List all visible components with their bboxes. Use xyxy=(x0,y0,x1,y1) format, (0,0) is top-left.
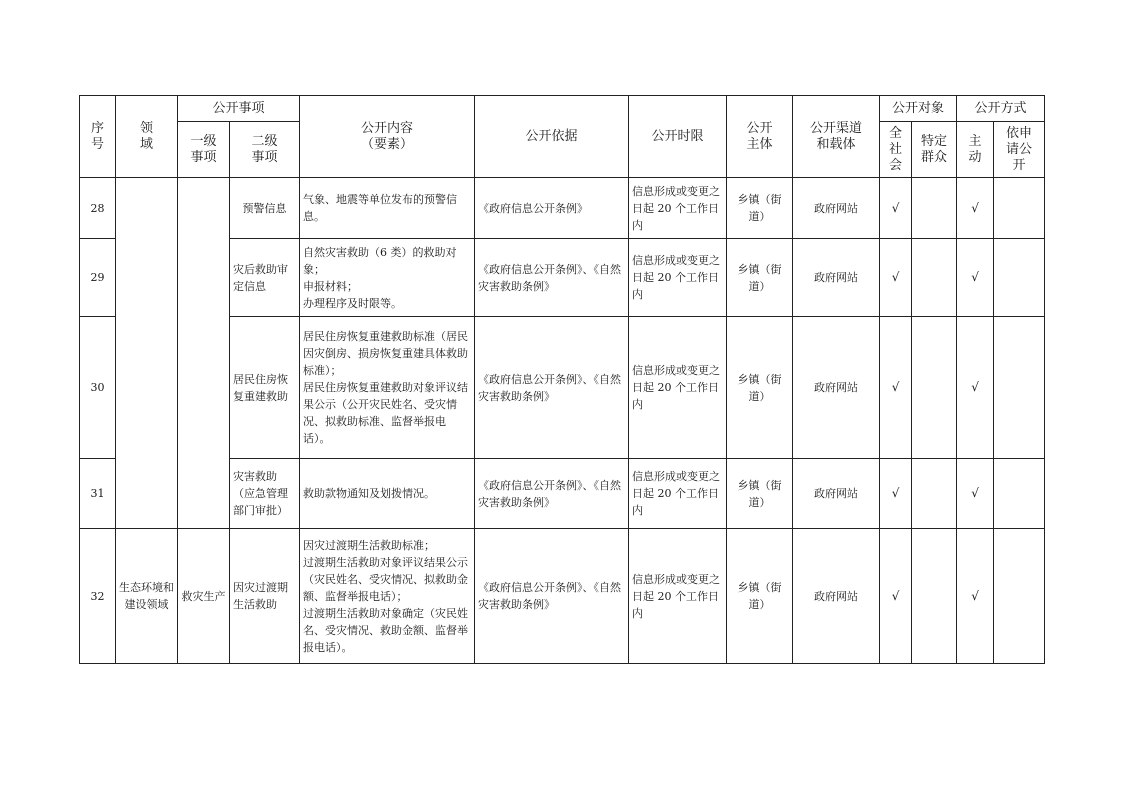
cell-basis: 《政府信息公开条例》、《自然灾害救助条例》 xyxy=(475,459,629,529)
cell-time-limit: 信息形成或变更之日起 20 个工作日内 xyxy=(629,529,727,664)
cell-seq: 29 xyxy=(80,239,116,317)
header-level2: 二级 事项 xyxy=(230,122,300,178)
cell-time-limit: 信息形成或变更之日起 20 个工作日内 xyxy=(629,459,727,529)
cell-subject: 乡镇（街道） xyxy=(727,239,793,317)
cell-content: 自然灾害救助（6 类）的救助对象； 申报材料； 办理程序及时限等。 xyxy=(300,239,475,317)
cell-channel: 政府网站 xyxy=(793,459,880,529)
cell-specific-group xyxy=(912,529,957,664)
cell-channel: 政府网站 xyxy=(793,317,880,459)
cell-subject: 乡镇（街道） xyxy=(727,459,793,529)
cell-domain: 生态环境和建设领域 xyxy=(116,529,178,664)
cell-domain-empty xyxy=(116,178,178,529)
cell-channel: 政府网站 xyxy=(793,178,880,239)
cell-time-limit: 信息形成或变更之日起 20 个工作日内 xyxy=(629,178,727,239)
cell-time-limit: 信息形成或变更之日起 20 个工作日内 xyxy=(629,239,727,317)
disclosure-table xyxy=(79,95,1045,664)
header-whole-society: 全 社 会 xyxy=(880,122,912,178)
cell-subject: 乡镇（街道） xyxy=(727,178,793,239)
cell-seq: 32 xyxy=(80,529,116,664)
cell-level2: 居民住房恢复重建救助 xyxy=(230,317,300,459)
cell-on-request xyxy=(994,239,1045,317)
cell-whole-society: √ xyxy=(880,529,912,664)
cell-content: 因灾过渡期生活救助标准； 过渡期生活救助对象评议结果公示（灾民姓名、受灾情况、拟救助金额、监督举报电话）； 过渡期生活救助对象确定（灾民姓名、受灾情况、救助金额、监督举报电话）。 xyxy=(300,529,475,664)
cell-specific-group xyxy=(912,459,957,529)
header-seq: 序 号 xyxy=(80,96,116,178)
header-specific-group: 特定 群众 xyxy=(912,122,957,178)
cell-time-limit: 信息形成或变更之日起 20 个工作日内 xyxy=(629,317,727,459)
header-method-group: 公开方式 xyxy=(957,96,1045,122)
table-row xyxy=(80,529,1045,664)
cell-level2: 灾后救助审定信息 xyxy=(230,239,300,317)
cell-seq: 31 xyxy=(80,459,116,529)
cell-on-request xyxy=(994,178,1045,239)
cell-active: √ xyxy=(957,529,994,664)
cell-on-request xyxy=(994,529,1045,664)
table-row xyxy=(80,178,1045,239)
cell-seq: 30 xyxy=(80,317,116,459)
cell-specific-group xyxy=(912,239,957,317)
cell-on-request xyxy=(994,317,1045,459)
header-active: 主 动 xyxy=(957,122,994,178)
cell-content: 气象、地震等单位发布的预警信息。 xyxy=(300,178,475,239)
header-subject: 公开 主体 xyxy=(727,96,793,178)
cell-whole-society: √ xyxy=(880,317,912,459)
cell-whole-society: √ xyxy=(880,178,912,239)
cell-active: √ xyxy=(957,317,994,459)
header-domain: 领 域 xyxy=(116,96,178,178)
header-on-request: 依申 请公 开 xyxy=(994,122,1045,178)
header-channel: 公开渠道 和载体 xyxy=(793,96,880,178)
cell-specific-group xyxy=(912,317,957,459)
cell-channel: 政府网站 xyxy=(793,239,880,317)
cell-basis: 《政府信息公开条例》 xyxy=(475,178,629,239)
cell-basis: 《政府信息公开条例》、《自然灾害救助条例》 xyxy=(475,317,629,459)
cell-subject: 乡镇（街道） xyxy=(727,317,793,459)
cell-seq: 28 xyxy=(80,178,116,239)
cell-level1-empty xyxy=(178,178,230,529)
header-content: 公开内容 （要素） xyxy=(300,96,475,178)
cell-specific-group xyxy=(912,178,957,239)
cell-content: 居民住房恢复重建救助标准（居民因灾倒房、损房恢复重建具体救助标准）； 居民住房恢复重建救助对象评议结果公示（公开灾民姓名、受灾情况、拟救助标准、监督举报电话）。 xyxy=(300,317,475,459)
cell-active: √ xyxy=(957,239,994,317)
header-time-limit: 公开时限 xyxy=(629,96,727,178)
cell-channel: 政府网站 xyxy=(793,529,880,664)
header-level1: 一级 事项 xyxy=(178,122,230,178)
cell-active: √ xyxy=(957,178,994,239)
cell-level2: 因灾过渡期生活救助 xyxy=(230,529,300,664)
cell-level2: 预警信息 xyxy=(230,178,300,239)
cell-basis: 《政府信息公开条例》、《自然灾害救助条例》 xyxy=(475,239,629,317)
header-basis: 公开依据 xyxy=(475,96,629,178)
cell-basis: 《政府信息公开条例》、《自然灾害救助条例》 xyxy=(475,529,629,664)
cell-whole-society: √ xyxy=(880,459,912,529)
cell-level2: 灾害救助（应急管理部门审批） xyxy=(230,459,300,529)
cell-active: √ xyxy=(957,459,994,529)
cell-whole-society: √ xyxy=(880,239,912,317)
cell-on-request xyxy=(994,459,1045,529)
header-target-group: 公开对象 xyxy=(880,96,957,122)
header-items-group: 公开事项 xyxy=(178,96,300,122)
cell-subject: 乡镇（街道） xyxy=(727,529,793,664)
cell-content: 救助款物通知及划拨情况。 xyxy=(300,459,475,529)
cell-level1: 救灾生产 xyxy=(178,529,230,664)
